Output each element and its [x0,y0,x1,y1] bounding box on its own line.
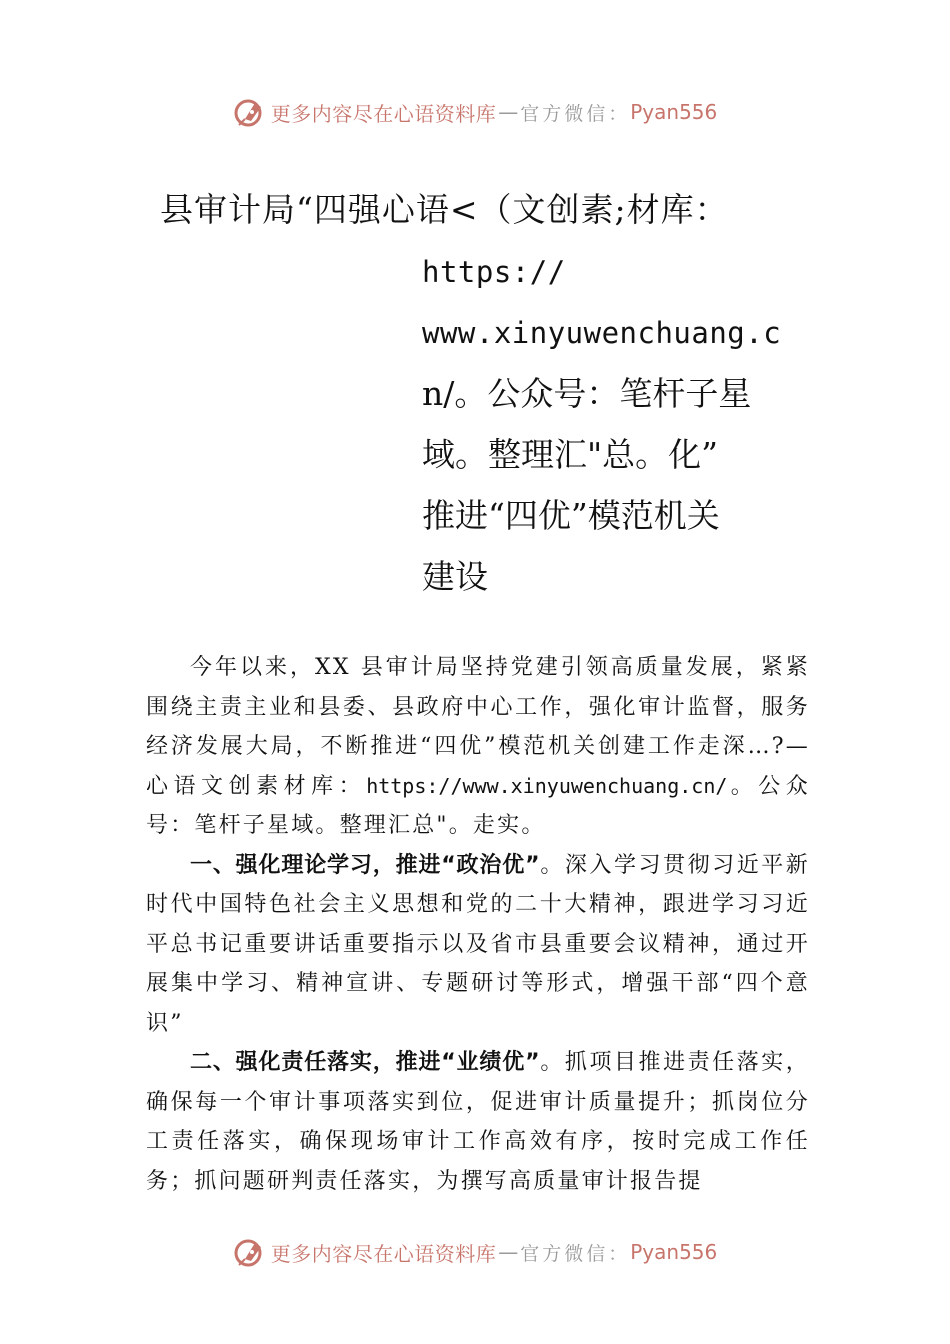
banner-separator: — [498,100,519,124]
title-line-4: n/。公众号：笔杆子星 [422,374,752,413]
section-2-text: 。抓项目推进责任落实，确保每一个审计事项落实到位，促进审计质量提升；抓岗位分工责任落实，确保现场审计工作高效有序，按时完成工作任务；抓问题研判责任落实，为撰写高质量审计报告提 [146,1050,811,1194]
section-2-heading: 二、强化责任落实，推进“业绩优” [190,1050,541,1075]
banner-wechat-label: 官方微信： [520,102,631,125]
pen-nib-logo-icon [233,1235,267,1269]
title-line-2: https:// [422,255,566,289]
footer-banner [0,1232,950,1272]
banner-wechat-id: Pyan556 [630,1240,718,1264]
title-line-3: www.xinyuwenchuang.c [422,316,782,350]
title-line-7: 建设 [422,557,488,596]
banner-brand: 更多内容尽在心语资料库 [270,1241,497,1266]
paragraph-intro [146,648,810,846]
title-line-5: 域。整理汇"总。化” [422,435,719,474]
source-url-link[interactable]: https://www.xinyuwenchuang.cn/ [366,773,728,798]
document-body [146,648,810,1201]
paragraph-section-1 [146,846,810,1044]
document-title-continuation [422,244,782,610]
banner-wechat-id: Pyan556 [630,100,718,124]
title-line-6: 推进“四优”模范机关 [422,496,720,535]
paragraph-section-2 [146,1043,810,1201]
header-banner [0,92,950,132]
pen-nib-logo-icon [233,95,267,129]
section-1-heading: 一、强化理论学习，推进“政治优” [190,852,541,878]
banner-separator: — [498,1240,519,1264]
banner-brand: 更多内容尽在心语资料库 [270,101,497,126]
intro-text: 今年以来，XX 县审计局坚持党建引领高质量发展，紧紧围绕主责主业和县委、县政府中心工作，强化审计监督，服务经济发展大局，不断推进“四优”模范机关创建工作走深…?—心语文创素材库： [146,655,810,799]
banner-wechat-label: 官方微信： [520,1242,631,1265]
intro-tail: 。公众号：笔杆子星域。整理汇总"。走实。 [146,773,810,838]
document-title-line-1: 县审计局“四强心语<（文创素;材库： [160,190,729,229]
section-1-text: 。深入学习贯彻习近平新时代中国特色社会主义思想和党的二十大精神，跟进学习习近平总书记重要讲话重要指示以及省市县重要会议精神，通过开展集中学习、精神宣讲、专题研讨等形式，增强干部“四个意识” [146,852,811,1036]
